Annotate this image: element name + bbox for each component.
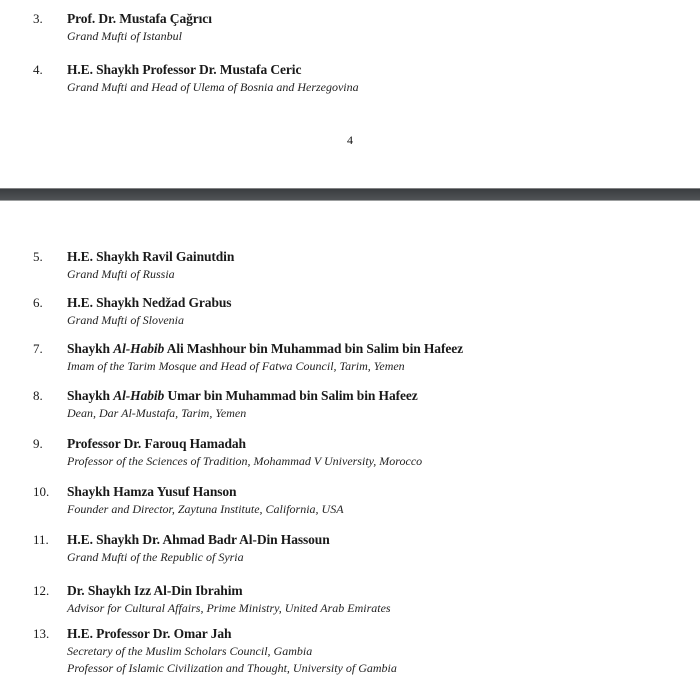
name-rest: Ali Mashhour bin Muhammad bin Salim bin Hafeez (164, 341, 464, 356)
signatory-title: Advisor for Cultural Affairs, Prime Ministry, United Arab Emirates (67, 601, 391, 615)
entry-number: 13. (33, 626, 50, 641)
entry-number: 12. (33, 583, 50, 598)
signatory-title: Imam of the Tarim Mosque and Head of Fatwa Council, Tarim, Yemen (67, 359, 405, 373)
page-separator (0, 188, 700, 201)
entry-number: 10. (33, 484, 50, 499)
signatory-title: Dean, Dar Al-Mustafa, Tarim, Yemen (67, 406, 247, 420)
signatory-name (67, 341, 463, 357)
entry-number: 7. (33, 341, 43, 356)
signatory-name (67, 388, 418, 404)
name-prefix: Shaykh (67, 388, 114, 403)
signatory-title: Founder and Director, Zaytuna Institute, California, USA (67, 502, 344, 516)
document-page-top (0, 0, 700, 188)
signatory-name: H.E. Shaykh Dr. Ahmad Badr Al-Din Hassoun (67, 532, 330, 547)
signatory-name: H.E. Professor Dr. Omar Jah (67, 626, 232, 641)
name-honorific: Al-Habib (113, 341, 165, 356)
entry-number: 8. (33, 388, 43, 403)
name-honorific: Al-Habib (113, 388, 165, 403)
signatory-name: H.E. Shaykh Nedžad Grabus (67, 295, 232, 310)
signatory-title: Grand Mufti of the Republic of Syria (67, 550, 244, 564)
signatory-name: H.E. Shaykh Professor Dr. Mustafa Ceric (67, 62, 302, 77)
signatory-title: Grand Mufti of Slovenia (67, 313, 184, 327)
signatory-title: Professor of the Sciences of Tradition, Mohammad V University, Morocco (67, 454, 423, 468)
signatory-name: H.E. Shaykh Ravil Gainutdin (67, 249, 235, 264)
page-number: 4 (347, 133, 353, 147)
entry-number: 6. (33, 295, 43, 310)
signatory-title: Grand Mufti of Russia (67, 267, 175, 281)
signatory-title-secondary: Professor of Islamic Civilization and Thought, University of Gambia (67, 661, 397, 675)
signatory-title: Secretary of the Muslim Scholars Council, Gambia (67, 644, 313, 658)
entry-number: 11. (33, 532, 49, 547)
signatory-title: Grand Mufti and Head of Ulema of Bosnia and Herzegovina (67, 80, 359, 94)
signatory-name: Shaykh Hamza Yusuf Hanson (67, 484, 237, 499)
entry-number: 3. (33, 11, 43, 26)
entry-number: 4. (33, 62, 43, 77)
name-prefix: Shaykh (67, 341, 114, 356)
name-rest: Umar bin Muhammad bin Salim bin Hafeez (164, 388, 418, 403)
entry-number: 9. (33, 436, 43, 451)
entry-number: 5. (33, 249, 43, 264)
signatory-name: Prof. Dr. Mustafa Çağrıcı (67, 11, 212, 26)
signatory-title: Grand Mufti of Istanbul (67, 29, 183, 43)
signatory-name: Professor Dr. Farouq Hamadah (67, 436, 246, 451)
signatory-name: Dr. Shaykh Izz Al-Din Ibrahim (67, 583, 243, 598)
